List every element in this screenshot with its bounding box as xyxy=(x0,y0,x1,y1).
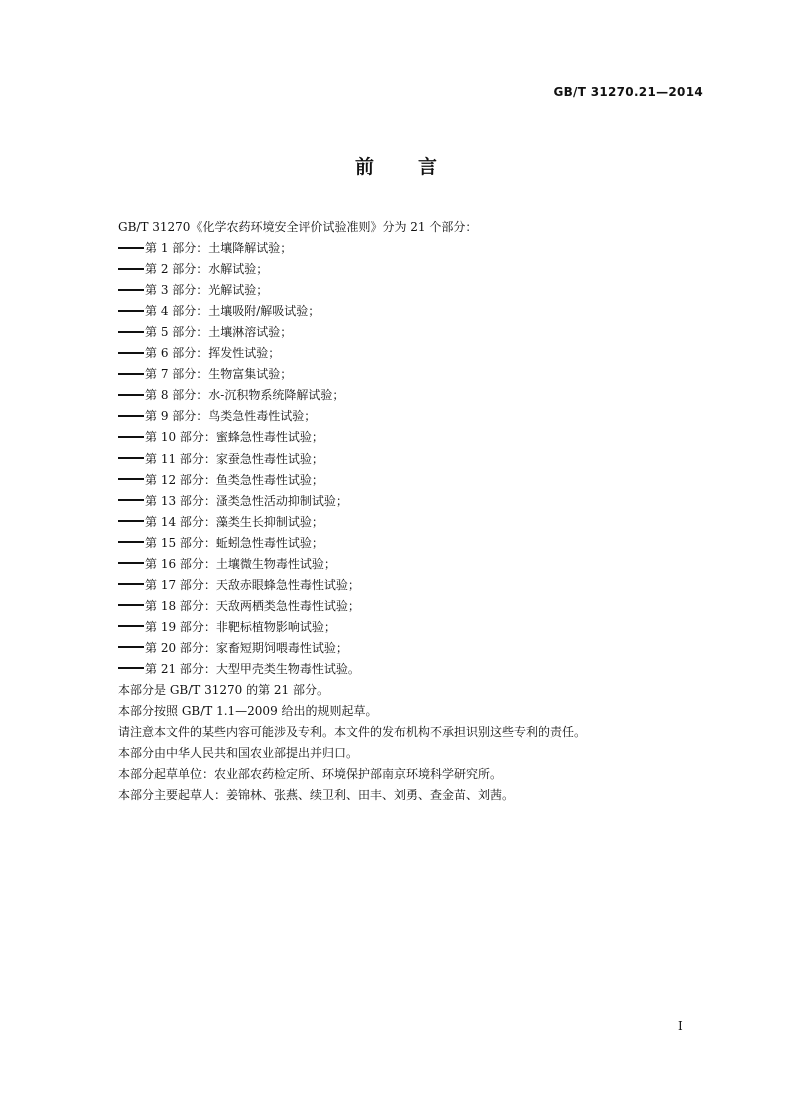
part-list-item xyxy=(118,427,698,448)
statement-paragraph: 本部分按照 GB/T 1.1—2009 给出的规则起草。 xyxy=(118,704,378,719)
parts-list xyxy=(118,238,698,680)
part-list-item-text: 第 20 部分：家畜短期饲喂毒性试验； xyxy=(145,640,348,655)
part-list-item xyxy=(118,449,698,470)
em-dash-marker xyxy=(118,457,144,459)
document-body xyxy=(118,217,698,806)
part-list-item-text: 第 3 部分：光解试验； xyxy=(145,283,269,298)
part-list-item-text: 第 9 部分：鸟类急性毒性试验； xyxy=(145,409,317,424)
part-list-item xyxy=(118,280,698,301)
part-list-item-text: 第 13 部分：溞类急性活动抑制试验； xyxy=(145,493,348,508)
em-dash-marker xyxy=(118,268,144,270)
em-dash-marker xyxy=(118,352,144,354)
em-dash-marker xyxy=(118,499,144,501)
part-list-item xyxy=(118,659,698,680)
part-list-item xyxy=(118,533,698,554)
part-list-item-text: 第 5 部分：土壤淋溶试验； xyxy=(145,325,293,340)
em-dash-marker xyxy=(118,520,144,522)
part-list-item-text: 第 6 部分：挥发性试验； xyxy=(145,346,281,361)
em-dash-marker xyxy=(118,247,144,249)
em-dash-marker xyxy=(118,646,144,648)
part-list-item xyxy=(118,238,698,259)
statement-paragraph: 本部分起草单位：农业部农药检定所、环境保护部南京环境科学研究所。 xyxy=(118,767,503,782)
em-dash-marker xyxy=(118,562,144,564)
em-dash-marker xyxy=(118,478,144,480)
part-list-item xyxy=(118,259,698,280)
page-title: 前言 xyxy=(354,156,481,178)
part-list-item xyxy=(118,638,698,659)
part-list-item-text: 第 18 部分：天敌两栖类急性毒性试验； xyxy=(145,598,360,613)
part-list-item xyxy=(118,301,698,322)
em-dash-marker xyxy=(118,310,144,312)
standard-number: GB/T 31270.21—2014 xyxy=(553,85,703,99)
em-dash-marker xyxy=(118,394,144,396)
em-dash-marker xyxy=(118,625,144,627)
intro-paragraph: GB/T 31270《化学农药环境安全评价试验准则》分为 21 个部分： xyxy=(118,220,478,234)
em-dash-marker xyxy=(118,415,144,417)
em-dash-marker xyxy=(118,667,144,669)
part-list-item-text: 第 1 部分：土壤降解试验； xyxy=(145,241,293,256)
part-list-item-text: 第 21 部分：大型甲壳类生物毒性试验。 xyxy=(145,661,360,676)
part-list-item-text: 第 2 部分：水解试验； xyxy=(145,262,269,277)
part-list-item xyxy=(118,385,698,406)
part-list-item-text: 第 7 部分：生物富集试验； xyxy=(145,367,293,382)
part-list-item xyxy=(118,364,698,385)
statement-paragraph: 本部分由中华人民共和国农业部提出并归口。 xyxy=(118,746,359,761)
part-list-item-text: 第 16 部分：土壤微生物毒性试验； xyxy=(145,556,336,571)
part-list-item xyxy=(118,343,698,364)
part-list-item-text: 第 10 部分：蜜蜂急性毒性试验； xyxy=(145,430,324,445)
part-list-item xyxy=(118,617,698,638)
part-list-item-text: 第 19 部分：非靶标植物影响试验； xyxy=(145,619,336,634)
part-list-item-text: 第 12 部分：鱼类急性毒性试验； xyxy=(145,472,324,487)
part-list-item xyxy=(118,406,698,427)
statement-paragraph: 本部分主要起草人：姜锦林、张燕、续卫利、田丰、刘勇、查金苗、刘茜。 xyxy=(118,788,515,803)
em-dash-marker xyxy=(118,604,144,606)
em-dash-marker xyxy=(118,331,144,333)
part-list-item-text: 第 8 部分：水-沉积物系统降解试验； xyxy=(145,388,345,403)
part-list-item xyxy=(118,322,698,343)
statement-paragraph: 本部分是 GB/T 31270 的第 21 部分。 xyxy=(118,683,329,698)
part-list-item xyxy=(118,554,698,575)
statement-paragraph: 请注意本文件的某些内容可能涉及专利。本文件的发布机构不承担识别这些专利的责任。 xyxy=(118,725,587,740)
part-list-item xyxy=(118,596,698,617)
page-number: I xyxy=(678,1019,683,1033)
part-list-item-text: 第 4 部分：土壤吸附/解吸试验； xyxy=(145,304,321,319)
part-list-item xyxy=(118,512,698,533)
part-list-item xyxy=(118,470,698,491)
statements-list xyxy=(118,680,698,806)
part-list-item-text: 第 11 部分：家蚕急性毒性试验； xyxy=(145,451,324,466)
part-list-item-text: 第 15 部分：蚯蚓急性毒性试验； xyxy=(145,535,324,550)
em-dash-marker xyxy=(118,541,144,543)
part-list-item-text: 第 17 部分：天敌赤眼蜂急性毒性试验； xyxy=(145,577,360,592)
em-dash-marker xyxy=(118,289,144,291)
em-dash-marker xyxy=(118,583,144,585)
em-dash-marker xyxy=(118,373,144,375)
part-list-item xyxy=(118,491,698,512)
part-list-item xyxy=(118,575,698,596)
part-list-item-text: 第 14 部分：藻类生长抑制试验； xyxy=(145,514,324,529)
em-dash-marker xyxy=(118,436,144,438)
